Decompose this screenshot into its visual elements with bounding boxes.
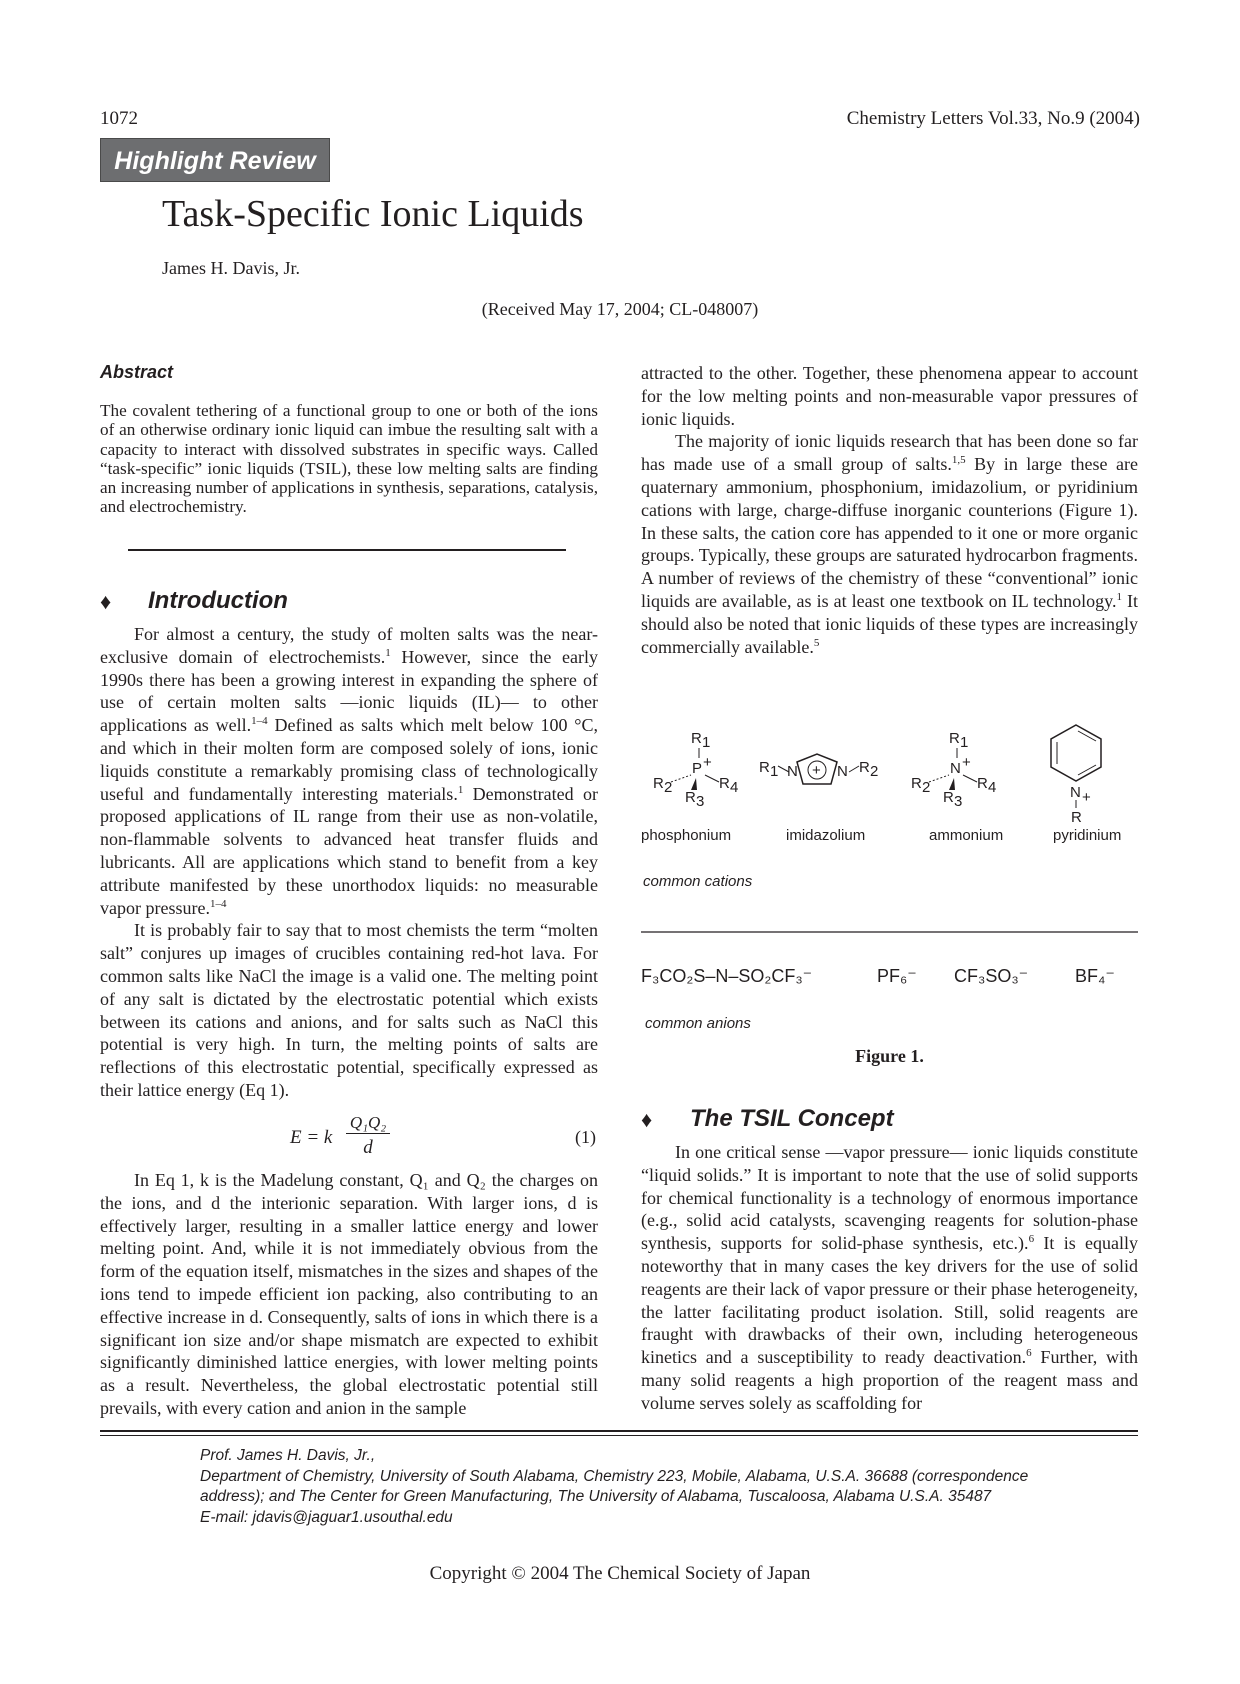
svg-text:1: 1 bbox=[770, 763, 779, 780]
page-number: 1072 bbox=[100, 108, 138, 129]
svg-text:N: N bbox=[950, 760, 961, 777]
intro-paragraph-2: It is probably fair to say that to most chemists the term “molten salt” conjures up images of crucibles containing red-hot lava. For common salts like NaCl the image is a valid one. The melting point of any salt is dictated by the electrostatic potential which exists between its cations and anions, and for salts such as NaCl this potential is very high. In turn, the melting points of salts are reflections of this electrostatic potential, specifically expressed as their lattice energy (Eq 1). bbox=[100, 920, 598, 1100]
cation-label-phosphonium: phosphonium bbox=[641, 827, 732, 844]
anion-tfsi: F₃CO₂S–N–SO₂CF₃⁻ bbox=[641, 966, 813, 986]
introduction-body bbox=[100, 623, 598, 1102]
svg-text:N: N bbox=[787, 763, 798, 780]
svg-text:R: R bbox=[759, 759, 770, 776]
equation-1 bbox=[290, 1113, 610, 1163]
equation-denominator: d bbox=[363, 1137, 373, 1158]
intro-paragraph-1: For almost a century, the study of molten salts was the near-exclusive domain of electrochemists.$^1$ However, since the early 1990s there has been a growing interest in expanding the sphere of use of certain molten salts —ionic liquids (IL)— to other applications as well.$^{1-4}$ Defined as salts which melt below 100 °C, and which in their molten form are composed solely of ions, ionic liquids constitute a remarkably promising class of technologically useful and fundamentally interesting materials.$^1$ Demonstrated or proposed applications of IL range from their use as non-volatile, non-flammable solvents to advanced heat transfer fluids and lubricants. All are applications which stand to benefit from a key attribute manifested by these unorthodox liquids: no measurable vapor pressure.$^{1-4}$ bbox=[100, 624, 598, 918]
svg-text:R: R bbox=[911, 775, 922, 792]
anion-triflate: CF₃SO₃⁻ bbox=[954, 966, 1029, 986]
footnote-address: Department of Chemistry, University of South Alabama, Chemistry 223, Mobile, Alabama, U.S.A. 36688 (correspondence address); and The Center for Green Manufacturing, The University of Alabama, Tuscaloosa, Alabama U.S.A. 35487 bbox=[200, 1467, 1029, 1505]
introduction-body-continued bbox=[100, 1169, 598, 1420]
section-diamond-icon: ♦ bbox=[100, 589, 112, 614]
svg-text:R: R bbox=[943, 789, 954, 806]
abstract-text: The covalent tethering of a functional group to one or both of the ions of an otherwise ordinary ionic liquid can imbue the resulting salt with a capacity to interact with dissolved substrates in specific ways. Called “task-specific” ionic liquids (TSIL), these low melting salts are finding an increasing number of applications in synthesis, separations, catalysis, and electrochemistry. bbox=[100, 401, 598, 517]
abstract-divider bbox=[128, 549, 566, 551]
figure-1 bbox=[641, 720, 1138, 1080]
footnote-name: Prof. James H. Davis, Jr., bbox=[200, 1447, 376, 1464]
common-cations-label: common cations bbox=[643, 873, 753, 890]
svg-text:+: + bbox=[703, 754, 712, 771]
svg-text:1: 1 bbox=[960, 734, 969, 751]
received-date: (Received May 17, 2004; CL-048007) bbox=[481, 299, 759, 319]
intro-paragraph-3: In Eq 1, k is the Madelung constant, Q₁ and Q₂ the charges on the ions, and d the interionic separation. With larger ions, d is effectively larger, resulting in a smaller lattice energy and lower melting point. And, while it is not immediately obvious from the form of the equation itself, mismatches in the sizes and shapes of the ions tend to impede efficient ion packing, also contributing to an effective increase in d. Consequently, salts of ions in which there is a significant ion size and/or shape mismatch are expected to exhibit significantly diminished lattice energies, with lower melting points as a result. Nevertheless, the global electrostatic potential still prevails, with every cation and anion in the sample bbox=[100, 1170, 598, 1418]
pyridinium-structure bbox=[1051, 725, 1101, 826]
svg-text:3: 3 bbox=[954, 793, 963, 810]
anion-bf4: BF₄⁻ bbox=[1075, 966, 1115, 986]
tsil-paragraph-1: In one critical sense —vapor pressure— ionic liquids constitute “liquid solids.” It is important to note that the use of solid supports for chemical functionality is a technology of enormous importance (e.g., solid acid catalysts, scavenging reagents for solution-phase synthesis, supports for solid-phase synthesis, etc.).$^6$ It is equally noteworthy that in many cases the key drivers for the use of solid reagents are their lack of vapor pressure or their phase heterogeneity, the latter facilitating product isolation. Still, solid reagents are fraught with drawbacks of their own, including heterogeneous kinetics and a susceptibility to ready deactivation.$^6$ Further, with many solid reagents a high proportion of the reagent mass and volume serves solely as scaffolding for bbox=[641, 1142, 1138, 1413]
svg-text:R: R bbox=[719, 775, 730, 792]
ammonium-structure bbox=[911, 730, 996, 810]
svg-text:4: 4 bbox=[730, 779, 739, 796]
right-paragraph-1: attracted to the other. Together, these phenomena appear to account for the low melting points and non-measurable vapor pressures of ionic liquids. bbox=[641, 363, 1138, 429]
equation-lhs: E = k bbox=[290, 1127, 333, 1148]
svg-text:R: R bbox=[691, 730, 702, 747]
svg-text:R: R bbox=[1071, 809, 1082, 826]
cation-label-ammonium: ammonium bbox=[929, 827, 1004, 844]
svg-text:N: N bbox=[837, 763, 848, 780]
journal-reference: Chemistry Letters Vol.33, No.9 (2004) bbox=[846, 108, 1140, 129]
svg-text:N: N bbox=[1070, 784, 1081, 801]
svg-text:P: P bbox=[692, 760, 703, 777]
svg-text:+: + bbox=[1082, 789, 1091, 806]
section-diamond-icon: ♦ bbox=[641, 1107, 653, 1132]
footer-divider bbox=[100, 1430, 1138, 1432]
footnote-email: E-mail: jdavis@jaguar1.usouthal.edu bbox=[200, 1508, 453, 1526]
svg-text:+: + bbox=[962, 754, 971, 771]
footer-divider-thin bbox=[100, 1435, 1138, 1436]
cation-label-imidazolium: imidazolium bbox=[786, 827, 866, 844]
author: James H. Davis, Jr. bbox=[162, 258, 300, 278]
imidazolium-structure bbox=[759, 754, 878, 784]
svg-text:R: R bbox=[859, 759, 870, 776]
svg-text:1: 1 bbox=[702, 734, 711, 751]
copyright-notice: Copyright © 2004 The Chemical Society of Japan bbox=[429, 1563, 811, 1584]
abstract-heading: Abstract bbox=[100, 362, 174, 382]
highlight-review-badge: Highlight Review bbox=[100, 138, 330, 182]
common-anions-label: common anions bbox=[645, 1015, 751, 1032]
article-title: Task-Specific Ionic Liquids bbox=[162, 193, 584, 235]
author-footnote bbox=[200, 1446, 1060, 1528]
svg-text:R: R bbox=[685, 789, 696, 806]
svg-text:2: 2 bbox=[922, 779, 931, 796]
tsil-concept-heading: The TSIL Concept bbox=[690, 1105, 894, 1132]
tsil-concept-body bbox=[641, 1141, 1138, 1415]
phosphonium-structure bbox=[653, 730, 738, 810]
cation-label-pyridinium: pyridinium bbox=[1053, 827, 1122, 844]
svg-text:R: R bbox=[653, 775, 664, 792]
introduction-heading: Introduction bbox=[148, 587, 288, 614]
svg-text:2: 2 bbox=[664, 779, 673, 796]
anion-pf6: PF₆⁻ bbox=[877, 966, 917, 986]
svg-text:2: 2 bbox=[870, 763, 879, 780]
right-paragraph-2: The majority of ionic liquids research that has been done so far has made use of a small group of salts.$^{1,5}$ By in large these are quaternary ammonium, phosphonium, imidazolium, or pyridinium cations with large, charge-diffuse inorganic counterions (Figure 1). In these salts, the cation core has appended to it one or more organic groups. Typically, these groups are saturated hydrocarbon fragments. A number of reviews of the chemistry of these “conventional” ionic liquids are available, as is at least one textbook on IL technology.$^1$ It should also be noted that ionic liquids of these types are increasingly commercially available.$^5$ bbox=[641, 431, 1139, 657]
equation-number: (1) bbox=[575, 1127, 596, 1147]
svg-text:4: 4 bbox=[988, 779, 997, 796]
equation-numerator: Q₁Q₂ bbox=[346, 1113, 390, 1134]
svg-text:R: R bbox=[949, 730, 960, 747]
svg-text:+: + bbox=[812, 762, 821, 779]
svg-text:R: R bbox=[977, 775, 988, 792]
svg-text:3: 3 bbox=[696, 793, 705, 810]
figure-caption: Figure 1. bbox=[855, 1046, 924, 1066]
right-column-text bbox=[641, 362, 1138, 658]
